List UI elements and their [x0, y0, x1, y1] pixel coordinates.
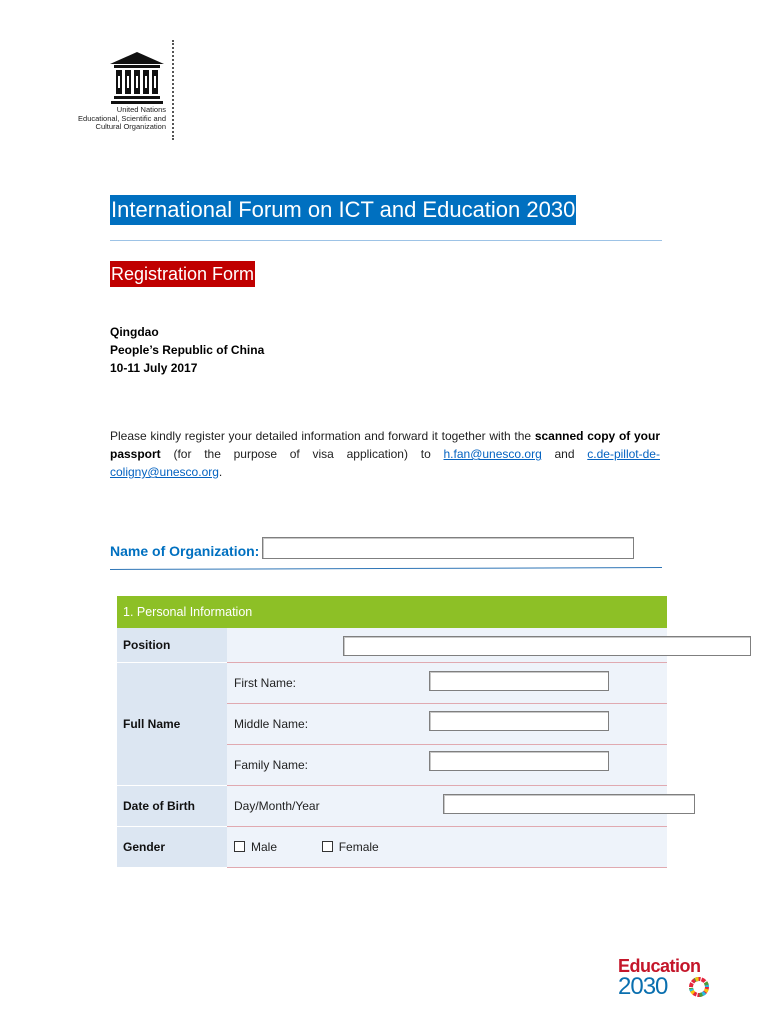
dob-input[interactable]: [443, 794, 695, 814]
instructions-and: and: [541, 447, 588, 461]
male-label: Male: [251, 840, 278, 854]
position-label: Position: [117, 628, 227, 663]
event-dates: 10-11 July 2017: [110, 361, 198, 375]
family-name-cell: [227, 745, 667, 786]
first-name-cell: [227, 663, 667, 704]
event-info: [110, 323, 264, 377]
first-name-label: First Name:: [234, 676, 297, 690]
unesco-logo: [68, 40, 180, 140]
instructions-bold: scanned copy of your passport: [110, 429, 660, 461]
fullname-label: Full Name: [117, 663, 227, 786]
instructions-end: .: [218, 465, 223, 479]
sdg-wheel-icon: [688, 976, 710, 998]
event-city: Qingdao: [110, 325, 159, 339]
email-link-2[interactable]: c.de-pillot-de-coligny@unesco.org: [110, 447, 660, 479]
org-line-2: Educational, Scientific and: [78, 113, 166, 123]
gender-options: [234, 840, 379, 854]
organization-divider: [110, 567, 662, 570]
logo-divider: [172, 40, 176, 140]
family-name-label: Family Name:: [234, 758, 309, 772]
page-title: International Forum on ICT and Education 2030: [110, 195, 576, 225]
gender-cell: [227, 827, 667, 868]
male-checkbox[interactable]: [234, 841, 245, 852]
unesco-org-name: [68, 106, 166, 132]
unesco-temple-icon: [108, 50, 166, 105]
middle-name-label: Middle Name:: [234, 717, 309, 731]
middle-name-cell: [227, 704, 667, 745]
personal-info-table: [117, 596, 667, 868]
title-divider: [110, 240, 662, 241]
female-checkbox[interactable]: [322, 841, 333, 852]
position-cell: [227, 628, 667, 663]
dob-label: Date of Birth: [117, 786, 227, 827]
email-link-1[interactable]: h.fan@unesco.org: [443, 447, 542, 461]
family-name-input[interactable]: [429, 751, 609, 771]
instructions-text-2: (for the purpose of visa application) to: [160, 447, 444, 461]
gender-female-option[interactable]: [322, 840, 379, 854]
gender-label: Gender: [117, 827, 227, 868]
position-input[interactable]: [343, 636, 751, 656]
organization-input[interactable]: [262, 537, 634, 559]
education-year: 2030: [618, 973, 668, 1000]
education-2030-logo: [618, 956, 718, 1000]
dob-cell: [227, 786, 667, 827]
gender-male-option[interactable]: [234, 840, 277, 854]
instructions-paragraph: [110, 427, 660, 481]
org-line-3: Cultural Organization: [95, 122, 166, 131]
dob-hint: Day/Month/Year: [234, 799, 320, 813]
instructions-text-1: Please kindly register your detailed information and forward it together with the: [110, 429, 535, 443]
first-name-input[interactable]: [429, 671, 609, 691]
middle-name-input[interactable]: [429, 711, 609, 731]
female-label: Female: [338, 840, 379, 854]
organization-label: Name of Organization:: [110, 543, 260, 559]
education-word: Education: [618, 956, 701, 976]
section-header: 1. Personal Information: [117, 596, 667, 628]
form-subtitle: Registration Form: [110, 261, 255, 287]
org-line-1: United Nations: [116, 105, 166, 114]
event-country: People’s Republic of China: [110, 343, 265, 357]
